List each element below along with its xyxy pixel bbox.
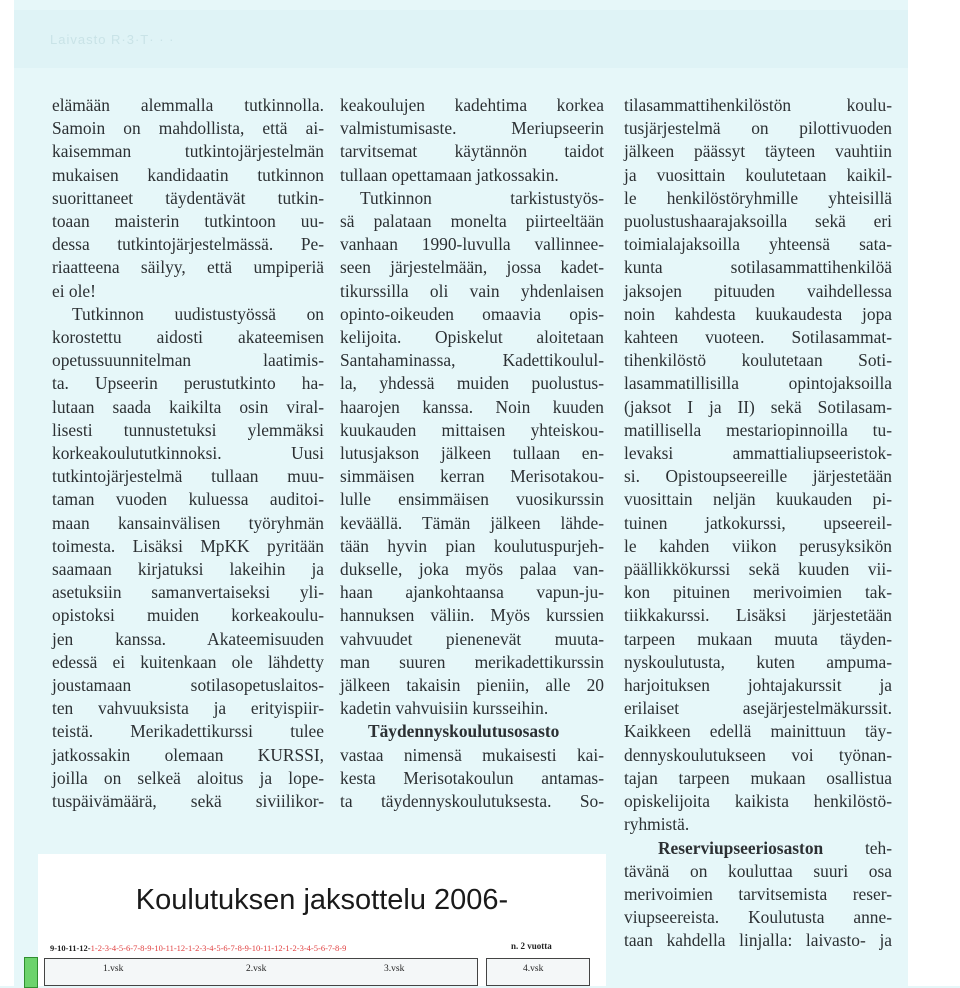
text-line: haan ajankohtaansa vapun-ju- <box>340 582 604 603</box>
text-line: lasammatillisilla opintojaksoilla <box>624 373 892 394</box>
text-line: tilasammattihenkilöstön koulu- <box>624 95 892 115</box>
text-line: korkeakoulututkinnoksi. Uusi <box>52 443 324 464</box>
text-line: lutusjakson jälkeen tullaan en- <box>340 443 604 464</box>
text-line: teistä. Merikadettikurssi tulee <box>52 721 324 742</box>
figure-title: Koulutuksen jaksottelu 2006- <box>135 884 509 916</box>
text-line: valmistumisaste. Meriupseerin <box>340 118 604 139</box>
text-line: matillisella mestariopinnoilla tu- <box>624 419 892 440</box>
text-line: la, yhdessä muiden puolustus- <box>340 373 604 394</box>
text-line: Kaikkeen edellä mainittuun täy- <box>624 721 892 742</box>
text-line: korostettu aidosti akateemisen <box>52 327 324 348</box>
text-line: tarpeen mukaan muuta täyden- <box>624 628 892 649</box>
text-line: tarvitsemat käytännön taidot <box>340 141 604 162</box>
section-heading-taydennyskoulutus: Täydennyskoulutusosasto <box>368 721 560 742</box>
text-line: hannuksen väliin. Myös kurssien <box>340 605 604 626</box>
text-line: riaatteena säilyy, että umpiperiä <box>52 257 324 278</box>
text-line: tullaan opettamaan jatkossakin. <box>340 164 559 185</box>
text-line: vahvuudet pienenevät muuta- <box>340 628 604 649</box>
text-line: kahteen vuoteen. Sotilasammat- <box>624 327 892 348</box>
text-line: elämään alemmalla tutkinnolla. <box>52 95 324 115</box>
green-marker-bar <box>24 957 38 988</box>
text-line: jaksojen pituuden vaihdellessa <box>624 280 892 301</box>
reserviupseeri-heading-line <box>624 837 892 860</box>
text-line: toaan maisterin tutkintoon uu- <box>52 211 324 232</box>
text-line: joilla on selkeä aloitus ja lope- <box>52 767 324 788</box>
text-line: dukselle, joka myös palaa van- <box>340 559 604 580</box>
text-line: kadetin vahvuisiin kursseihin. <box>340 698 549 719</box>
text-line: taan kahdella linjalla: laivasto- ja <box>624 930 892 951</box>
text-line: lutaan saada kaikilta osin viral- <box>52 396 324 417</box>
text-line: jatkossakin olemaan KURSSI, <box>52 744 324 765</box>
month-scale-tail: 1-2-3-4-5-6-7-8-9 <box>285 943 347 953</box>
text-line: edessä ei kuitenkaan ole lähdetty <box>52 651 324 672</box>
text-line: levaksi ammattialiupseeristok- <box>624 443 892 464</box>
text-line: joustamaan sotilasopetuslaitos- <box>52 675 324 696</box>
text-line: opistoksi muiden korkeakoulu- <box>52 605 324 626</box>
text-line: tusjärjestelmä on pilottivuoden <box>624 118 892 139</box>
text-line: erilaiset asejärjestelmäkurssit. <box>624 698 892 719</box>
text-line: noin kahdesta kuukaudesta jopa <box>624 303 892 324</box>
text-line: jälkeen päässyt täyteen vauhtiin <box>624 141 892 162</box>
extra-duration-label: n. 2 vuotta <box>511 941 552 951</box>
text-line: Tutkinnon tarkistustyös- <box>360 187 604 208</box>
text-line: nyskoulutusta, kuten ampuma- <box>624 651 892 672</box>
month-scale-bold: 9-10-11-12- <box>50 943 91 953</box>
article-column-2 <box>340 94 604 813</box>
year-1-label: 1.vsk <box>103 964 124 974</box>
text-line: haarojen kanssa. Noin kuuden <box>340 396 604 417</box>
text-line: ten vahvuuksista ja erityispiir- <box>52 698 324 719</box>
article-column-1 <box>52 94 324 813</box>
text-line: harjoituksen johtajakurssit ja <box>624 675 892 696</box>
text-line: tävänä on kouluttaa suuri osa <box>624 860 892 881</box>
text-line: tään hyvin pian koulutuspurjeh- <box>340 535 604 556</box>
text-line: Tutkinnon uudistustyössä on <box>72 303 324 324</box>
text-line: päällikkökurssi sekä kuuden vii- <box>624 559 892 580</box>
text-line: ta. Upseerin perustutkinto ha- <box>52 373 324 394</box>
section-heading-reserviupseeri: Reserviupseeriosaston <box>658 837 824 858</box>
text-line: kunta sotilasammattihenkilöä <box>624 257 892 278</box>
heading-continuation: teh- <box>823 837 892 858</box>
text-line: sä palataan monelta piirteeltään <box>340 211 604 232</box>
text-line: dennyskoulutukseen voi työnan- <box>624 744 892 765</box>
text-line: dessa tutkintojärjestelmässä. Pe- <box>52 234 324 255</box>
text-line: keväällä. Tämän jälkeen lähde- <box>340 512 604 533</box>
month-scale <box>50 943 346 953</box>
text-line: jen kanssa. Akateemisuuden <box>52 628 324 649</box>
text-line: ja vuosittain koulutetaan kaikil- <box>624 164 892 185</box>
text-line: asetuksiin samanvertaiseksi yli- <box>52 582 324 603</box>
text-line: vanhaan 1990-luvulla vallinnee- <box>340 234 604 255</box>
text-line: tikurssilla oli vain yhdenlaisen <box>340 280 604 301</box>
text-line: ta täydennyskoulutuksesta. So- <box>340 791 604 812</box>
training-timeline-figure <box>38 854 606 986</box>
text-line: kuukauden mittaisen yhteiskou- <box>340 419 604 440</box>
text-line: tutkintojärjestelmä tullaan muu- <box>52 466 324 487</box>
text-line: tuinen jatkokurssi, upseereil- <box>624 512 892 533</box>
text-line: ei ole! <box>52 280 96 301</box>
text-line: maan kansainvälisen työryhmän <box>52 512 324 533</box>
text-line: toimesta. Lisäksi MpKK pyritään <box>52 535 324 556</box>
text-line: tajan tarpeen mukaan osallistua <box>624 767 892 788</box>
year-3-label: 3.vsk <box>384 964 405 974</box>
text-line: man suuren merikadettikurssin <box>340 651 604 672</box>
text-line: le kahden viikon perusyksikön <box>624 535 892 556</box>
text-line: si. Opistoupseereille järjestetään <box>624 466 892 487</box>
text-line: mukaisen kandidaatin tutkinnon <box>52 164 324 185</box>
text-line: seen järjestelmään, jossa kadet- <box>340 257 604 278</box>
text-line: opiskelijoita kaikista henkilöstö- <box>624 791 892 812</box>
text-line: simmäisen kerran Merisotakou- <box>340 466 604 487</box>
text-line: opetussuunnitelman laatimis- <box>52 350 324 371</box>
text-line: viupseereista. Koulutusta anne- <box>624 907 892 928</box>
text-line: jälkeen takaisin pieniin, alle 20 <box>340 675 604 696</box>
text-line: suorittaneet täydentävät tutkin- <box>52 187 324 208</box>
text-line: (jaksot I ja II) sekä Sotilasam- <box>624 396 892 417</box>
text-line: kon pituinen merivoimien tak- <box>624 582 892 603</box>
page-header-band <box>14 10 908 68</box>
text-line: puolustushaarajaksoilla sekä eri <box>624 211 892 232</box>
text-line: lisesti tunnustetuksi ylemmäksi <box>52 419 324 440</box>
text-line: tihenkilöstö koulutetaan Soti- <box>624 350 892 371</box>
text-line: tuspäivämäärä, sekä siviilikor- <box>52 791 324 812</box>
text-line: taman vuoden kuluessa auditoi- <box>52 489 324 510</box>
text-line: kaisemman tutkintojärjestelmän <box>52 141 324 162</box>
page-left-edge <box>0 0 14 986</box>
text-line: tiikkakurssi. Lisäksi järjestetään <box>624 605 892 626</box>
text-line: Santahaminassa, Kadettikoulul- <box>340 350 604 371</box>
text-line: kelijoita. Opiskelut aloitetaan <box>340 327 604 348</box>
text-line: vastaa nimensä mukaisesti kai- <box>340 744 604 765</box>
text-line: vuosittain neljän kuukauden pi- <box>624 489 892 510</box>
month-scale-main: 1-2-3-4-5-6-7-8-9-10-11-12-1-2-3-4-5-6-7-8-9-10-11-12- <box>90 943 286 953</box>
header-text: Laivasto R·3·T· · · <box>50 32 175 47</box>
article-column-3 <box>624 94 892 953</box>
text-line: kesta Merisotakoulun antamas- <box>340 767 604 788</box>
year-4-label: 4.vsk <box>523 964 544 974</box>
text-line: saamaan kirjatuksi lakeihin ja <box>52 559 324 580</box>
year-2-label: 2.vsk <box>246 964 267 974</box>
text-line: lulle ensimmäisen vuosikurssin <box>340 489 604 510</box>
text-line: toimialajaksoilla yhteensä sata- <box>624 234 892 255</box>
text-line: merivoimien tarvitsemista reser- <box>624 883 892 904</box>
text-line: ryhmistä. <box>624 814 690 835</box>
text-line: keakoulujen kadehtima korkea <box>340 95 604 115</box>
text-line: le henkilöstöryhmille yhteisillä <box>624 187 892 208</box>
text-line: Samoin on mahdollista, että ai- <box>52 118 324 139</box>
page-right-edge <box>908 0 960 986</box>
text-line: opinto-oikeuden omaavia opis- <box>340 303 604 324</box>
